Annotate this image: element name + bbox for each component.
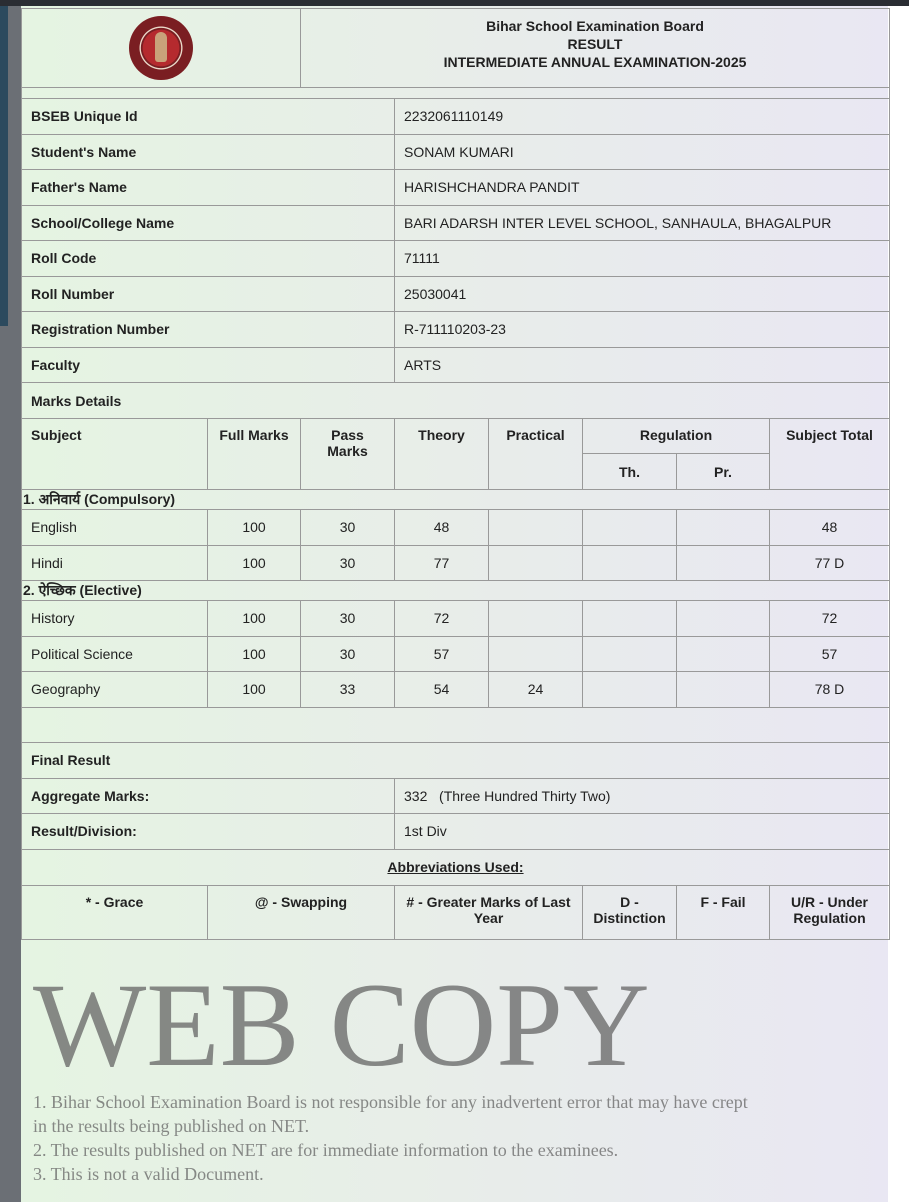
info-value: SONAM KUMARI (395, 134, 890, 170)
pass-marks: 33 (301, 672, 395, 708)
disclaimer-line-1: 1. Bihar School Examination Board is not responsible for any inadvertent error that may have crept (33, 1092, 748, 1112)
col-theory: Theory (395, 419, 489, 490)
col-subject-total: Subject Total (770, 419, 890, 490)
theory-marks: 77 (395, 545, 489, 581)
info-value: BARI ADARSH INTER LEVEL SCHOOL, SANHAULA, BHAGALPUR (395, 205, 890, 241)
col-reg-pr: Pr. (677, 454, 770, 490)
section-title: 2. ऐच्छिक (Elective) (22, 581, 890, 601)
aggregate-words: (Three Hundred Thirty Two) (439, 787, 611, 804)
col-subject: Subject (22, 419, 208, 490)
info-label: Roll Number (22, 276, 395, 312)
result-label: RESULT (567, 36, 623, 52)
disclaimer-line-2: in the results being published on NET. (33, 1116, 310, 1136)
theory-marks: 57 (395, 636, 489, 672)
abbreviation-item: U/R - Under Regulation (770, 885, 890, 939)
subject-name: Hindi (22, 545, 208, 581)
col-reg-th: Th. (583, 454, 677, 490)
watermark-block (21, 0, 888, 1202)
full-marks: 100 (208, 672, 301, 708)
subject-name: English (22, 510, 208, 546)
aggregate-label: Aggregate Marks: (22, 778, 395, 813)
disclaimer-line-3: 2. The results published on NET are for immediate information to the examinees. (33, 1140, 619, 1160)
info-label: Roll Code (22, 241, 395, 277)
col-practical: Practical (489, 419, 583, 490)
col-pass-marks: Pass Marks (301, 419, 395, 490)
info-value: HARISHCHANDRA PANDIT (395, 170, 890, 206)
info-value: 25030041 (395, 276, 890, 312)
pass-marks: 30 (301, 601, 395, 637)
full-marks: 100 (208, 545, 301, 581)
background-page (0, 6, 21, 1202)
pass-marks: 30 (301, 636, 395, 672)
abbreviation-item: D - Distinction (583, 885, 677, 939)
subject-total: 78 D (770, 672, 890, 708)
theory-marks: 54 (395, 672, 489, 708)
pass-marks: 30 (301, 545, 395, 581)
col-regulation: Regulation (583, 419, 770, 454)
info-label: Student's Name (22, 134, 395, 170)
division-label: Result/Division: (22, 813, 395, 849)
theory-marks: 48 (395, 510, 489, 546)
disclaimer-line-4: 3. This is not a valid Document. (33, 1164, 264, 1184)
info-label: School/College Name (22, 205, 395, 241)
full-marks: 100 (208, 510, 301, 546)
practical-marks: 24 (489, 672, 583, 708)
full-marks: 100 (208, 601, 301, 637)
info-label: Faculty (22, 347, 395, 383)
info-label: BSEB Unique Id (22, 99, 395, 135)
exam-name: INTERMEDIATE ANNUAL EXAMINATION-2025 (443, 54, 747, 70)
abbreviation-item: @ - Swapping (208, 885, 395, 939)
division-value: 1st Div (395, 813, 890, 849)
section-title: 1. अनिवार्य (Compulsory) (22, 490, 890, 510)
aggregate-marks: 332 (404, 787, 428, 804)
pass-marks: 30 (301, 510, 395, 546)
abbreviation-item: # - Greater Marks of Last Year (395, 885, 583, 939)
info-value: 2232061110149 (395, 99, 890, 135)
subject-name: Geography (22, 672, 208, 708)
info-label: Father's Name (22, 170, 395, 206)
theory-marks: 72 (395, 601, 489, 637)
marks-details-title: Marks Details (22, 383, 890, 419)
info-value: R-711110203-23 (395, 312, 890, 348)
final-result-title: Final Result (22, 742, 890, 778)
col-full-marks: Full Marks (208, 419, 301, 490)
info-value: ARTS (395, 347, 890, 383)
subject-total: 57 (770, 636, 890, 672)
subject-name: Political Science (22, 636, 208, 672)
abbreviation-item: F - Fail (677, 885, 770, 939)
info-label: Registration Number (22, 312, 395, 348)
abbreviation-item: * - Grace (22, 885, 208, 939)
subject-total: 72 (770, 601, 890, 637)
full-marks: 100 (208, 636, 301, 672)
subject-total: 77 D (770, 545, 890, 581)
info-value: 71111 (395, 241, 890, 277)
web-copy-watermark: WEB COPY (33, 958, 650, 1091)
abbreviations-title: Abbreviations Used: (22, 849, 890, 885)
subject-name: History (22, 601, 208, 637)
board-name: Bihar School Examination Board (486, 18, 704, 34)
subject-total: 48 (770, 510, 890, 546)
